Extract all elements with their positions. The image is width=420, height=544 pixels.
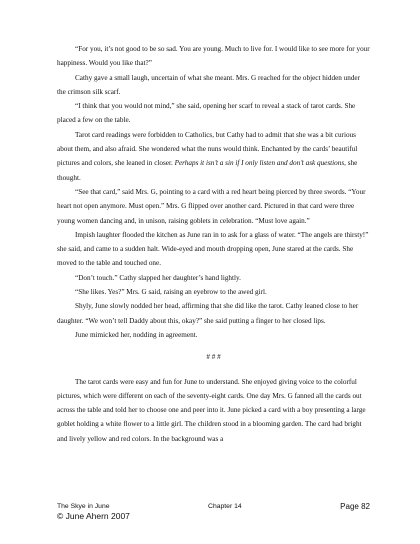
paragraph: “I think that you would not mind,” she said, opening her scarf to reveal a stack of tarot cards. She placed a few on the table. [57, 102, 356, 125]
footer-page-number: Page 82 [340, 502, 370, 511]
footer-book-title: The Skye in June [57, 503, 110, 510]
paragraph: June mimicked her, nodding in agreement. [75, 330, 198, 339]
footer-chapter: Chapter 14 [208, 503, 242, 510]
paragraph: “See that card,” said Mrs. G, pointing to a card with a red heart being pierced by three swords. “Your heart not open anymore. Must open.” Mrs. G flipped over another card. Pictured in that card were three young women dancing and, in unison, raising goblets in celebration. “Must love again.” [57, 187, 366, 225]
paragraph: Cathy gave a small laugh, uncertain of what she meant. Mrs. G reached for the object hidden under the crimson silk scarf. [57, 73, 361, 96]
paragraph: “She likes. Yes?” Mrs. G said, raising an eyebrow to the awed girl. [75, 288, 267, 297]
thought-tail: she thought. [57, 159, 358, 182]
paragraph-with-thought [57, 128, 370, 185]
body-text [57, 42, 370, 446]
section-separator: # # # [206, 353, 221, 362]
paragraph: “For you, it’s not good to be so sad. You are young. Much to live for. I would like to see more for your happiness. Would you like that?” [57, 45, 370, 68]
italic-thought: Perhaps it isn’t a sin if I only listen and don’t ask questions, [174, 159, 346, 168]
paragraph: Shyly, June slowly nodded her head, affirming that she did like the tarot. Cathy leaned close to her daughter. “We won’t tell Daddy about this, okay?” she said putting a finger to her closed lips. [57, 302, 359, 325]
page-footer [57, 503, 370, 520]
paragraph-text: Tarot card readings were forbidden to Catholics, but Cathy had to admit that she was a bit curious about them, and also afraid. She wondered what the nuns would think. Enchanted by the cards’ beautiful pictures and colors, she leaned in closer. [57, 130, 358, 168]
footer-copyright: © June Ahern 2007 [57, 510, 130, 521]
paragraph: The tarot cards were easy and fun for June to understand. She enjoyed giving voice to the colorful pictures, which were different on each of the seventy-eight cards. One day Mrs. G fanned all the cards out across the table and told her to choose one and peer into it. June picked a card with a boy presenting a large goblet holding a white flower to a little girl. The children stood in a blooming garden. The card had bright and lively yellow and red colors. In the background was a [57, 377, 366, 443]
paragraph: Impish laughter flooded the kitchen as June ran in to ask for a glass of water. “The angels are thirsty!” she said, and came to a sudden halt. Wide-eyed and mouth dropping open, June stared at the cards. She moved to the table and touched one. [57, 230, 369, 268]
paragraph: “Don’t touch.” Cathy slapped her daughter’s hand lightly. [75, 273, 241, 282]
